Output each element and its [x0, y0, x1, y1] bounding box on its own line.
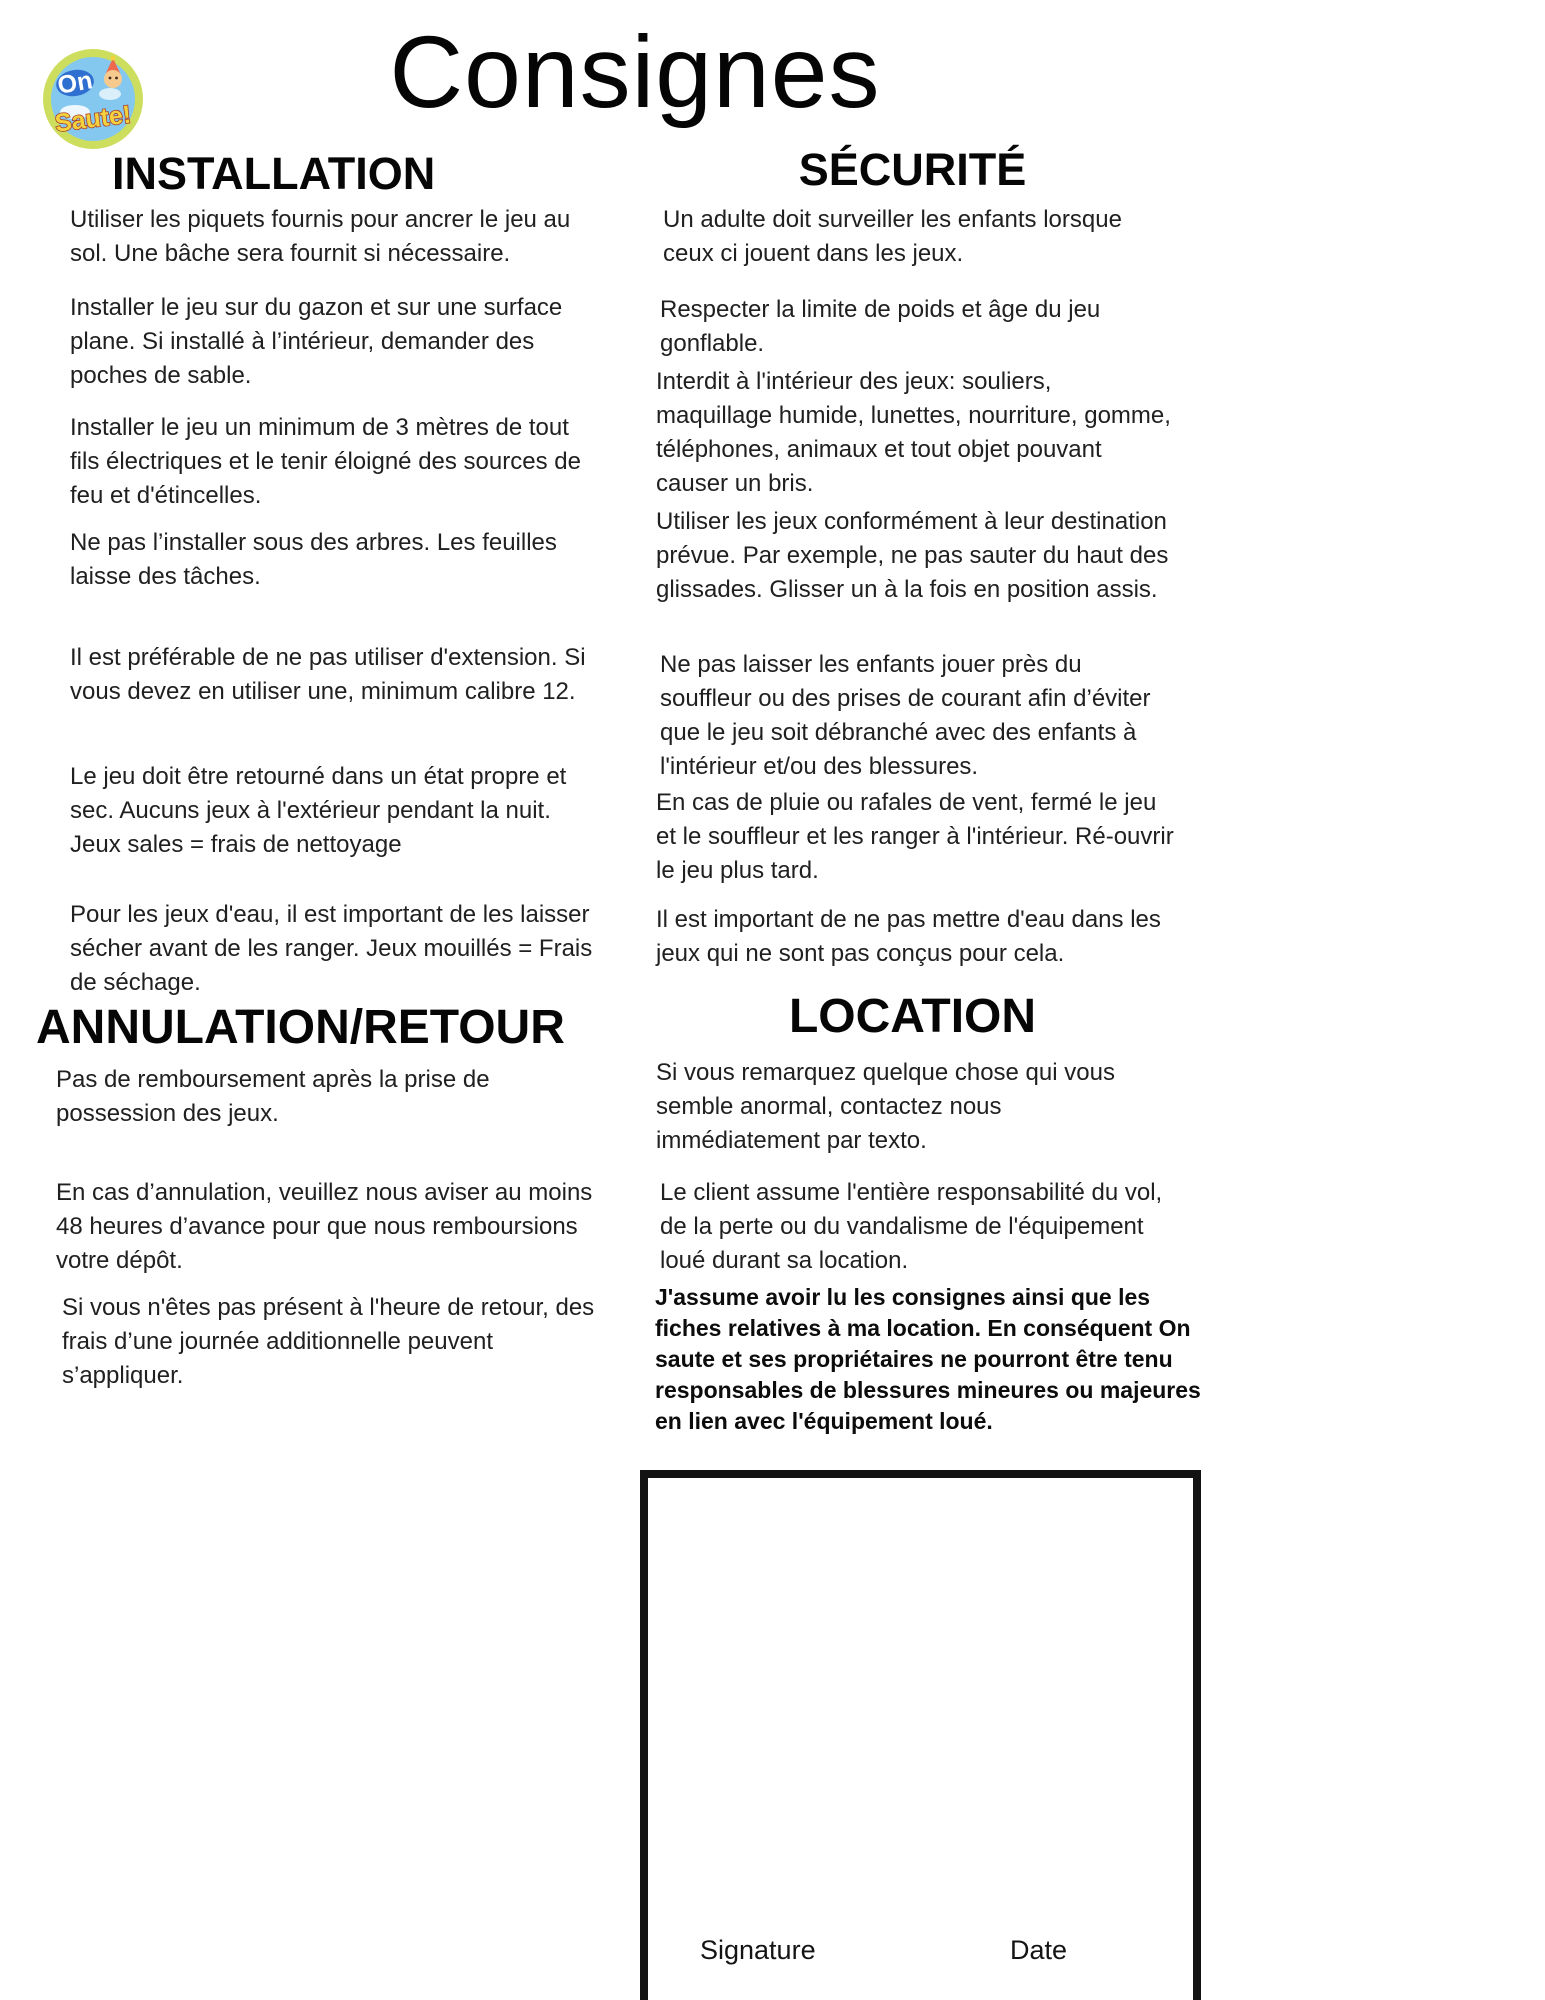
securite-paragraph: Il est important de ne pas mettre d'eau dans les jeux qui ne sont pas conçus pour cela. [656, 906, 1161, 967]
securite-paragraph: Respecter la limite de poids et âge du jeu gonflable. [660, 296, 1101, 357]
on-saute-logo [42, 48, 144, 150]
signature-box[interactable] [640, 1470, 1201, 2000]
installation-paragraph: Ne pas l’installer sous des arbres. Les feuilles laisse des tâches. [70, 529, 557, 590]
annulation-retour-paragraph: Si vous n'êtes pas présent à l'heure de retour, des frais d’une journée additionnelle peuvent s’appliquer. [62, 1294, 595, 1389]
annulation-retour-paragraph: Pas de remboursement après la prise de possession des jeux. [56, 1066, 490, 1127]
installation-heading: INSTALLATION [112, 148, 436, 199]
installation-paragraph: Le jeu doit être retourné dans un état propre et sec. Aucuns jeux à l'extérieur pendant la nuit. Jeux sales = frais de nettoyage [70, 763, 567, 858]
location-heading: LOCATION [788, 990, 1037, 1043]
location-disclaimer: J'assume avoir lu les consignes ainsi que les fiches relatives à ma location. En conséquent On saute et ses propriétaires ne pourront être tenu responsables de blessures mineures ou majeures en lien avec l'équipement loué. [655, 1284, 1201, 1434]
securite-heading: SÉCURITÉ [798, 144, 1027, 195]
location-paragraph: Le client assume l'entière responsabilité du vol, de la perte ou du vandalisme de l'équipement loué durant sa location. [660, 1179, 1163, 1274]
logo-word-on: On [55, 66, 95, 100]
installation-paragraph: Utiliser les piquets fournis pour ancrer le jeu au sol. Une bâche sera fournit si nécessaire. [70, 206, 571, 267]
location-paragraph: Si vous remarquez quelque chose qui vous semble anormal, contactez nous immédiatement par texto. [656, 1059, 1115, 1154]
annulation-retour-paragraph: En cas d’annulation, veuillez nous aviser au moins 48 heures d’avance pour que nous remboursions votre dépôt. [56, 1179, 593, 1274]
annulation-retour-heading: ANNULATION/RETOUR [36, 1001, 565, 1054]
securite-paragraph: Utiliser les jeux conformément à leur destination prévue. Par exemple, ne pas sauter du haut des glissades. Glisser un à la fois en position assis. [656, 508, 1169, 603]
securite-paragraph: Interdit à l'intérieur des jeux: souliers, maquillage humide, lunettes, nourriture, gomme, téléphones, animaux et tout objet pouvant causer un bris. [656, 368, 1171, 497]
securite-paragraph: Ne pas laisser les enfants jouer près du souffleur ou des prises de courant afin d’éviter que le jeu soit débranché avec des enfants à l'intérieur et/ou des blessures. [660, 651, 1151, 780]
date-label: Date [1010, 1935, 1068, 1965]
on-saute-logo-icon [42, 48, 144, 150]
installation-paragraph: Installer le jeu un minimum de 3 mètres de tout fils électriques et le tenir éloigné des sources de feu et d'étincelles. [70, 414, 581, 509]
page-title: Consignes [389, 15, 881, 129]
installation-paragraph: Installer le jeu sur du gazon et sur une surface plane. Si installé à l’intérieur, demander des poches de sable. [70, 294, 563, 389]
securite-paragraph: Un adulte doit surveiller les enfants lorsque ceux ci jouent dans les jeux. [663, 206, 1122, 267]
signature-label: Signature [700, 1935, 816, 1965]
securite-paragraph: En cas de pluie ou rafales de vent, fermé le jeu et le souffleur et les ranger à l'intérieur. Ré-ouvrir le jeu plus tard. [656, 789, 1174, 884]
installation-paragraph: Il est préférable de ne pas utiliser d'extension. Si vous devez en utiliser une, minimum calibre 12. [70, 644, 586, 705]
installation-paragraph: Pour les jeux d'eau, il est important de les laisser sécher avant de les ranger. Jeux mouillés = Frais de séchage. [70, 901, 593, 996]
logo-word-saute: Saute! [53, 100, 133, 138]
